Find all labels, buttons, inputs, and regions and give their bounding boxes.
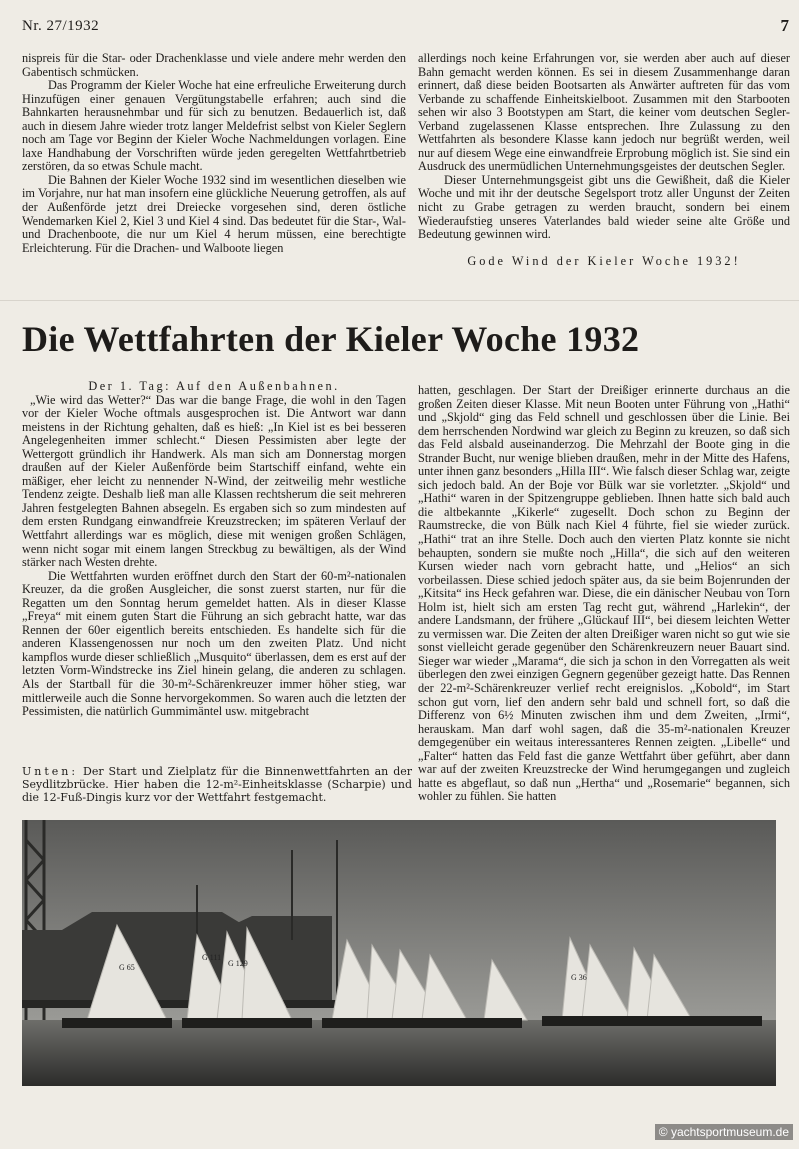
caption-text: Der Start und Zielplatz für die Binnenwettfahrten an der Seydlitzbrücke. Hier haben die 12-m²-Einheitsklasse (Scharpie) und die 12-Fuß-Dingis kurz vor der Wettfahrt festgemacht. xyxy=(22,765,412,804)
watermark: © yachtsportmuseum.de xyxy=(655,1124,793,1140)
sail-number: G 36 xyxy=(571,973,587,982)
top-right-column xyxy=(418,52,790,268)
paragraph: „Wie wird das Wetter?“ Das war die bange Frage, die wohl in den Tagen vor der Kieler Woche oftmals ausgesprochen ist. Die Antwort war dann meistens in der Richtung gehalten, daß es hieß: „In Kiel ist es bei besseren Angelegenheiten immer schlecht.“ Diesen Pessimisten aber legte der Wettergott gründlich ihr Handwerk. Als man sich am Donnerstag morgen draußen auf der Kieler Außenförde beim Startschiff einfand, wehte ein mäßiger, eher leicht zu nennender N-Wind, der zeitweilig mehr westliche Tendenz zeigte. Deshalb ließ man alle Klassen rechtsherum die seit mehreren Jahren festgelegten Bahnen absegeln. Es ergaben sich so zum mindesten auf dem ersten Rundgang einwandfreie Kreuzstrecken; im späteren Verlauf der Wettfahrt allerdings war es möglich, diese mit wenigen großen Schlägen, wenn nicht sogar mit einem langen Streckbug zu bewältigen, als der Wind stärker nach Westen drehte. xyxy=(22,392,406,570)
page-number: 7 xyxy=(780,16,789,35)
paragraph: hatten, geschlagen. Der Start der Dreißiger erinnerte durchaus an die großen Zeiten dieser Klasse. Mit neun Booten unter Führung von „Hathi“ und „Skjold“ ging das Feld schnell und geschlossen über die Linie. Bei dem herrschenden Nordwind war gleich zu Beginn zu kreuzen, so daß sich das Feld alsbald auseinanderzog. Die Mehrzahl der Boote ging in die Strander Bucht, nur wenige blieben draußen, mehr in der Mitte des Hafens, unter ihnen ganz besonders „Hilla III“. Wie falsch dieser Schlag war, zeigte sich jedoch bald. An der Boje vor Bülk war sie vorletzter. „Skjold“ und „Hathi“ waren in der Spitzengruppe geblieben. Ihnen hatte sich bald auch die altbekannte „Kikerle“ zugesellt. Doch schon zu Beginn der Raumstrecke, die von Bülk nach Kiel 4 führte, fiel sie wieder zurück. „Hathi“ trat an ihre Stelle. Doch auch den vierten Platz konnte sie nicht behaupten, sondern sie mußte noch „Hilla“, die sich auf den weiteren Kursen wieder nach vorn gebracht hatte, und „Helios“ an sich vorbeilassen. Diese schied jedoch später aus, da sie beim Bojenrunden der „Kitsita“ ins Heck gefahren war. Diese, die ein dänischer Neubau von Torn Holm ist, hielt sich am ersten Tag recht gut, während „Harlekin“, der andere Landsmann, der frühere „Glückauf III“, bei diesem leichten Wetter zu vermissen war. Die Zeiten der alten Dreißiger waren nicht so gut wie sie sonst vielleicht gerade gegenüber den Schärenkreuzern neuer Bauart sind. Sieger war wieder „Marama“, die sich ja schon in den Vorregatten als weit überlegen den zwei einzigen Gegnern gegenüber gezeigt hatte. Das Rennen der 22-m²-Schärenkreuzer verlief recht ereignislos. „Kobold“, im Start schon gut vorn, lief den andern sehr bald und schnell fort, so daß die Differenz von 6½ Minuten zwischen ihm und dem Zweiten, „Irmi“, herauskam. Man darf wohl sagen, daß die 35-m²-nationalen Kreuzer demgegenüber ein weitaus interessanteres Rennen zeigten. „Libelle“ und „Falter“ hatten das Feld fast die ganze Wettfahrt über geführt, aber dann war auf der zweiten Kreuzstrecke der Wind herumgegangen und zugleich hatte es abgeflaut, so daß nun „Hertha“ und „Rosemarie“ begannen, sich wohler zu fühlen. Sie hatten xyxy=(418,383,790,804)
regatta-photo xyxy=(22,820,776,1086)
paragraph: Dieser Unternehmungsgeist gibt uns die Gewißheit, daß die Kieler Woche und mit ihr der deutsche Segelsport trotz aller Ungunst der Zeiten nicht zu Grabe getragen zu werden braucht, sondern bei einem Wiederaufstieg unseres Vaterlandes bald wieder seine alte Größe und Bedeutung gewinnen wird. xyxy=(418,172,790,242)
subheading: Der 1. Tag: Auf den Außenbahnen. xyxy=(88,379,340,393)
issue-number: Nr. 27/1932 xyxy=(22,18,100,34)
boathouse xyxy=(22,912,352,1008)
closing-line: Gode Wind der Kieler Woche 1932! xyxy=(467,253,741,268)
water xyxy=(22,1020,776,1086)
paragraph: Die Bahnen der Kieler Woche 1932 sind im wesentlichen dieselben wie im Vorjahre, nur hat man insofern eine glückliche Neuerung getroffen, als auf der Außenförde jetzt drei Dreiecke vorgesehen sind, deren östliche Wendemarken Kiel 2, Kiel 3 und Kiel 4 sind. Das bedeutet für die Star-, Wal- und Drachenboote, die nur um Kiel 4 herum müssen, eine berechtigte Erleichterung. Für die Drachen- und Walboote liegen xyxy=(22,172,406,255)
paragraph: nispreis für die Star- oder Drachenklasse und viele andere mehr werden den Gabentisch schmücken. xyxy=(22,51,406,79)
caption-label: Unten: xyxy=(22,765,79,778)
paragraph: allerdings noch keine Erfahrungen vor, sie werden aber auch auf dieser Bahn gemacht werden können. Es sei in diesem Zusammenhange daran erinnert, daß diese beiden Bootsarten als Anwärter auftreten für das vom Verbande zu schaffende Einheitskielboot. Zusammen mit den Starbooten sehen wir also 3 Bootstypen am Start, die keiner vom deutschen Segler-Verband zugelassenen Klasse entsprechen. Ihre Zulassung zu den Wettfahrten als besondere Klasse kann jedoch nur begrüßt werden, weil nur auf diesem Wege eine einwandfreie Erprobung möglich ist. Sie sind ein Ausdruck des unermüdlichen Unternehmungsgeistes der deutschen Segler. xyxy=(418,51,790,174)
photo-caption xyxy=(22,765,412,804)
bottom-left-column xyxy=(22,380,406,719)
top-left-column xyxy=(22,52,406,255)
paragraph: Die Wettfahrten wurden eröffnet durch den Start der 60-m²-nationalen Kreuzer, da die großen Ausgleicher, die sonst zuerst starten, nur für die Regatten um den Sonntag herum gemeldet hatten. Als in dieser Klasse „Freya“ mit einem guten Start die Führung an sich gebracht hatte, war das Rennen der 60er eigentlich bereits entschieden. Es handelte sich für die anderen Klassengenossen nur noch um den zweiten Platz. Und nicht kampflos wurde dieser schließlich „Musquito“ überlassen, dem es erst auf der letzten Vorm-Windstrecke ins Ziel hinein gelang, die anderen zu schlagen. Als der Startball für die 30-m²-Schärenkreuzer immer höher stieg, war mittlerweile auch die Sonne hervorgekommen. So waren auch die letzten der Pessimisten, die natürlich Gummimäntel usw. mitgebracht xyxy=(22,568,406,719)
sail-number: G 65 xyxy=(119,963,135,972)
sail-number: G 111 xyxy=(202,953,222,962)
article-headline: Die Wettfahrten der Kieler Woche 1932 xyxy=(22,319,640,359)
bottom-right-column xyxy=(418,384,790,804)
paragraph: Das Programm der Kieler Woche hat eine erfreuliche Erweiterung durch Hinzufügen einer genauen Vergütungstabelle erfahren; auch sind die Bahnkarten herausnehmbar und für sich zu benutzen. Bedauerlich ist, daß auch in diesem Jahre wieder trotz langer Meldefrist selbst von Kieler Seglern noch am Tage vor Beginn der Kieler Woche Nachmeldungen vorlagen. Eine laxe Handhabung der Vorschriften würde jeden geregelten Wettfahrtbetrieb zerstören, da so etwas Schule macht. xyxy=(22,78,406,174)
section-divider xyxy=(0,300,799,301)
sail-number: G 129 xyxy=(228,959,248,968)
